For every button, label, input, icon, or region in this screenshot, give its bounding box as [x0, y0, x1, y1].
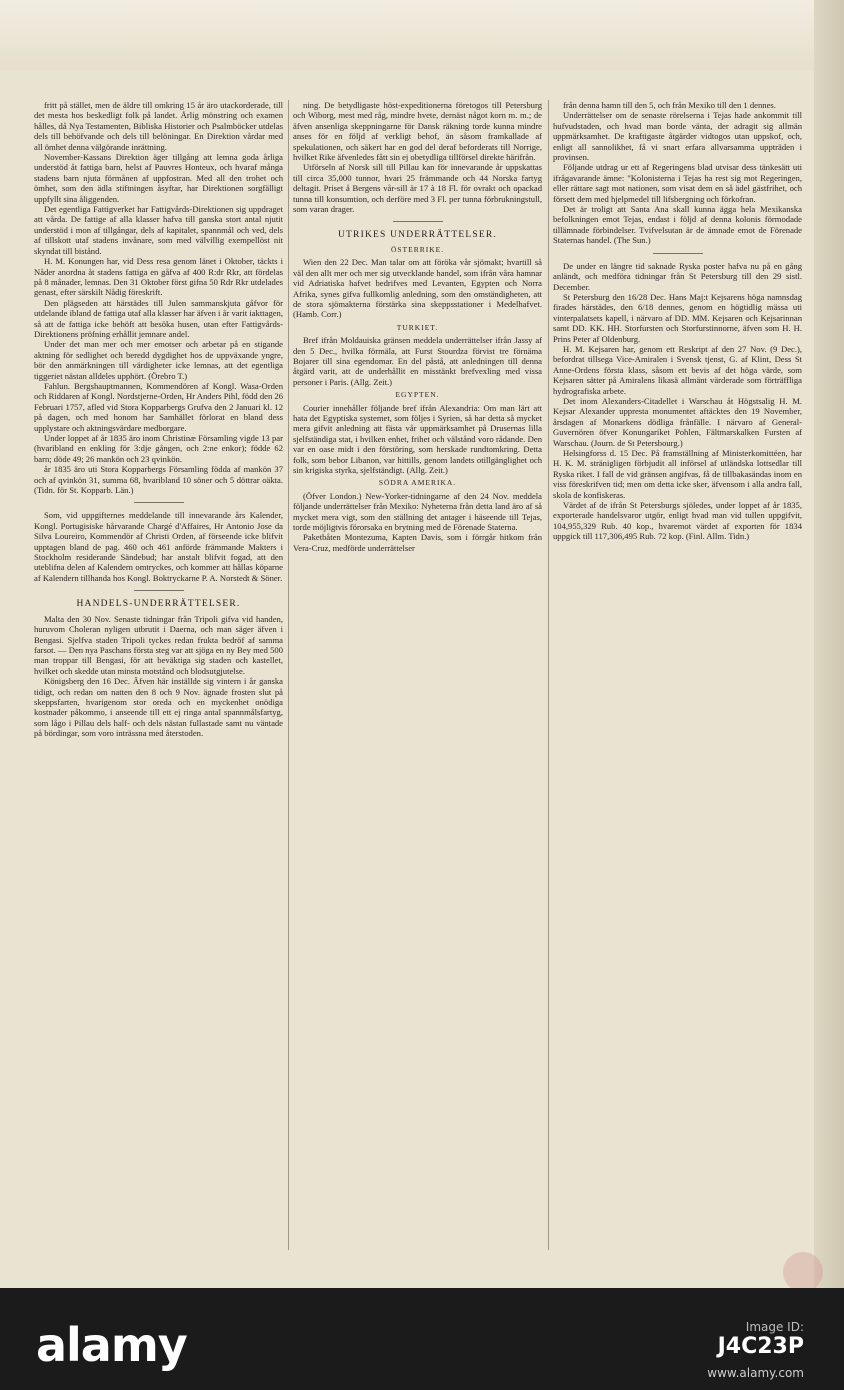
column-3 [553, 100, 802, 1250]
paragraph: De under en längre tid saknade Ryska poster hafva nu på en gång anländt, och medföra tidningar från St Petersburg till den 29 sistl. December. [553, 260, 802, 292]
paragraph: November-Kassans Direktion äger tillgång att lemna goda årliga understöd åt fattiga barn, helst af Pauvres Honteux, och hvaraf många stadens barn njuta förmånen af uppfostran. Med all den trohet och ömhet, som den ädla stiftningen åsyftar, har Direktionen sorgfälligt uppfyllt sina åliggenden. [34, 152, 283, 204]
paragraph: Underrättelser om de senaste rörelserna i Tejas hade ankommit till hufvudstaden, och hvad man borde vänta, der adragit sig allmän uppmärksamhet. De kraftigaste åtgärder vidtogos utan uppskof, och, enligt all sannolikhet, få vi snart erfara allvarsamma uppträden i provinsen. [553, 110, 802, 163]
paragraph: Som, vid uppgifternes meddelande till innevarande års Kalender, Kongl. Portugisiske hårvarande Chargé d'Affaires, Hr Antonio Jose da Silva Loureiro, Kommendör af Christi Orden, af förseende icke blifvit upptagen bland de pag. 460 och 461 anförde främmande Makters i Stockholm residerande Sändebud; har anstalt blifvit fogad, att den uteblifna delen af Kalendern omtryckes, och kommer att hållas köparne af Kalendern tillhanda hos Kongl. Boktryckarne P. A. Norstedt & Söner. [34, 510, 283, 583]
image-id-block [718, 1320, 804, 1359]
subheading-egypt: EGYPTEN. [395, 390, 440, 400]
paragraph: Bref ifrån Moldauiska gränsen meddela underrättelser ifrån Jassy af den 5 Dec., hvilka förmäla, att Furst Stourdza förvist tre förnäma Bojarer till sina egendomar. En del påstå, att anledningen till denna åtgärd varit, att de underhållit en misstänkt brefvexling med vissa personer i Paris. (Allg. Zeit.) [293, 335, 542, 387]
image-id-value: J4C23P [717, 1334, 804, 1359]
paragraph: Det inom Alexanders-Citadellet i Warschau åt Högstsalig H. M. Kejsar Alexander uppresta monumentet aftäcktes den 19 November, årsdagen af Monarkens dödliga frånfälle. I närvaro af General-Guvernören öfver Konungariket Pohlen, Fältmarskalken Fursten af Warschau. (Journ. de St Petersbourg.) [553, 395, 802, 448]
subheading-turkey: TURKIET. [396, 322, 439, 332]
paragraph: Courier innehåller följande bref ifrån Alexandria: Om man lärt att hata det Egyptiska systemet, som följes i Syrien, så har detta så mycket mera gifvit anledning att fästa vår uppmärksamhet på Drusernas lilla sjelfständiga stat, i hvilken enhet, frihet och välstånd voro rådande. Den var en oase midt i den förstöring, som herskade rundtomkring. Detta folk, som bebor Libanon, var hittills, genom landets otillgänglighet och sin krigiska styrka, sjelfständigt. (Allg. Zeit.) [293, 402, 542, 475]
paragraph: H. M. Kejsaren har, genom ett Reskript af den 27 Nov. (9 Dec.), befordrat tillsega Vice-Amiralen i Svensk tjenst, G. af Klint, Dess St Anne-Ordens första klass, såsom ett bevis af det höga värde, som Kejsaren sätter på Amiralens likasä allmänt värderade som förträffliga hydrografiska arbete. [553, 343, 802, 396]
alamy-logo: alamy [36, 1318, 187, 1372]
page-edge [814, 0, 844, 1288]
paragraph: Paketbåten Montezuma, Kapten Davis, som i förrgår hitkom från Vera-Cruz, medförde underrättelser [293, 532, 542, 553]
paragraph: Följande utdrag ur ett af Regeringens blad utvisar dess tänkesätt uti ifrågavarande ämne: "Kolonisterna i Tejas ha rest sig mot Regeringen, eller rättare sagt mot nationen, som visat dem en så ädel gästfrihet, och försett dem med hjelpmedel till lifsbergning och förkofran. [553, 162, 802, 204]
paragraph: Värdet af de ifrån St Petersburgs sjöledes, under loppet af år 1835, exporterade handelsvaror utgör, enligt hvad man vid tullen uppgifvit, 104,955,329 Rub. 40 kop., hvaremot värdet af exporten för 1834 uppgick till 117,306,495 Rub. 72 kop. (Finl. Allm. Tidn.) [553, 500, 802, 542]
separator [653, 253, 703, 254]
paragraph: Under det man mer och mer emotser och arbetar på en stigande aktning för sedlighet och beredd dygdighet hos de uppväxande yngre, bör den anmärkningen till värdigheter icke lemnas, att det egentliga tiggeriet nästan alldeles upphört. (Örebro T.) [34, 339, 283, 381]
paragraph: ning. De betydligaste höst-expeditionerna företogos till Petersburg och Wiborg, mest med råg, mindre hvete, dernäst något korn m. m.; de äfven ansenliga skeppningarne för Dansk räkning torde kunna mindre anses för en följd af verkligt behof, än såsom framkallade af spekulationen, och säkert har en god del deraf beforderats till Norrige, hvilket Rike äfvenledes fått sin ej obetydliga tillförsel direkte härifrån. [293, 100, 542, 163]
section-heading-foreign: UTRIKES UNDERRÄTTELSER. [337, 230, 497, 241]
column-rule [548, 100, 549, 1250]
paragraph: från denna hamn till den 5, och från Mexiko till den 1 dennes. [563, 100, 776, 110]
library-stamp [783, 1252, 823, 1288]
paragraph: fritt på stället, men de äldre till omkring 15 år äro utackorderade, till det mesta hos beskedligt folk på landet. Årlig mönstring och examen hålles, då Nya Testamenten, Bibliska Historier och Psalmböcker utdelas dels till behöfvande och dels till belöningar. En Direktion vårdar med all ömhet denna välgörande inrättning. [34, 100, 283, 152]
separator [134, 502, 184, 503]
column-rule [288, 100, 289, 1250]
subheading-austria: ÖSTERRIKE. [390, 244, 445, 254]
separator [134, 590, 184, 591]
paragraph: Wien den 22 Dec. Man talar om att förökа vår sjömakt; hvartill så väl den allt mer och mer sig utvecklande handel, som ifrån våra hamnar vid Adriatiska hafvet bedrifves med Levanten, Egypten och Norra Afrika, synes gifva fullkomlig anledning, som den omständigheten, att de stora sjömakterna förstärka sina skeppsstationer i Medelhafvet. (Hamb. Corr.) [293, 257, 542, 320]
paragraph: Den plägseden att härstädes till Julen sammanskjuta gåfvor för utdelande ibland de fattiga utaf alla klasser har äfven i år varit iakttagen, så att de fattiga icke behöft att besöka husen, utan efter Fattigvårds-Direktionens pröfning erhållit jemnare andel. [34, 297, 283, 339]
paragraph: Königsberg den 16 Dec. Äfven här inställde sig vintern i år ganska tidigt, och redan om natten den 8 och 9 Nov. ägnade frosten slut på skeppsfarten, hvarigenom stor oreda och en myckenhet onödiga kostnader påkommo, i anseende till ett ej ringa antal spannmålsfartyg, som lågo i Pillau dels half- och dels nästan fullastade samt nu väntade på bördingar, som voro inträssna med återstoden. [34, 676, 283, 739]
watermark-site: www.alamy.com [707, 1366, 804, 1380]
paragraph: (Öfver London.) New-Yorker-tidningarne af den 24 Nov. meddela följande underrättelser från Mexiko: Nyheterna från detta land äro af så mycket mera vigt, som den ställning det antager i häseende till Tejas, torde möjligtvis förorsaka en brytning med de Förenade Staterna. [293, 490, 542, 533]
column-1 [34, 100, 283, 1250]
paragraph: Under loppet af år 1835 äro inom Christinæ Församling vigde 13 par (hvaribland en enkling för 3:dje gången, och 2:ne enkor); födde 62 barn; döde 49; 26 mankön och 23 qvinkön. [34, 433, 283, 464]
column-2 [293, 100, 542, 1250]
paragraph: Det egentliga Fattigverket har Fattigvårds-Direktionen sig uppdraget att vårda. De fattige af alla klasser hafva till ganska stort antal njutit understöd i mon af tillgångar, dels af kapitalet, spannmål och ved, dels af tillskott utaf stadens invånare, som med välvillig exempellöst nit skyndat till bistånd. [34, 204, 283, 256]
paragraph: St Petersburg den 16/28 Dec. Hans Maj:t Kejsarens höga namnsdag firades härstädes, den 6/18 dennes, genom en högtidlig mässa uti vinterpalatsets kapell, i närvaro af DD. MM. Kejsaren och Kejsarinnan samt DD. KK. HH. Storfursten och Storfurstinnorne, äfven som H. H. Prins Peter af Oldenburg. [553, 291, 802, 344]
separator [393, 221, 443, 222]
paragraph: Malta den 30 Nov. Senaste tidningar från Tripoli gifva vid handen, huruvom Choleran nyligen utbrutit i Daerna, och man säger äfven i Bengasi. Sjelfva staden Tripoli tyckes redan frukta bedröf af samma farsot. — Den nya Paschans första steg var att sjöga en ny Bey med 500 man troppar till Bengasi, för att beväktiga sig staden och kastellet, hvilket och skedde utan minsta motstånd och blodsutgjutelse. [34, 613, 283, 676]
paragraph: Helsingforss d. 15 Dec. På framställning af Ministerkomittéen, har H. K. M. stränigligen förbjudit all införsel af utländska lottsedlar till Ryska riket. I fall de vid gränsen angifvas, få de tillbakasändas inom en viss föreskrifven tid; men om detta icke sker, äfvensom i alla andra fall, skola de konfiskeras. [553, 448, 802, 500]
page-fold [0, 0, 844, 70]
section-heading-trade: HANDELS-UNDERRÄTTELSER. [76, 599, 241, 610]
paragraph: Det är troligt att Santa Ana skall kunna ägga hela Mexikanska befolkningen emot Tejas, endast i följd af denna kolonis förmodade tillämnade förbindelser. Tvifvelsutan är de ämnade emot de Förenade Staternas handel. (The Sun.) [553, 204, 802, 246]
image-id-label: Image ID: [745, 1320, 804, 1334]
paragraph: Utförseln af Norsk sill till Pillau kan för innevarande år uppskattas till circa 35,000 tunnor, hvari 25 främmande och 44 Norska fartyg deltagit. Priset å Bergens vår-sill är 17 à 18 Fl. för ovrakt och opackad tunna till konsumtion, och derföre med 3 Fl. per tunna förbrukningstull, som varan drager. [293, 162, 542, 215]
paragraph: år 1835 äro uti Stora Kopparbergs Församling födda af mankön 37 och af qvinkön 31, summa 68, hvaribland 10 söner och 5 döttrar oäkta. (Tidn. för St. Kopparb. Län.) [34, 464, 283, 496]
paragraph: H. M. Konungen har, vid Dess resa genom länet i Oktober, täckts i Nåder anordna åt stadens fattiga en gåfva af 400 R:dr Rkr, att fördelas på 8 månader, lemnas. Den 31 Oktober först gifna 50 Rdr Rkr utdelades genast, efter särskilt Nådig föreskrift. [34, 256, 283, 298]
subheading-south-america: SÖDRA AMERIKA. [378, 478, 457, 488]
paragraph: Fahlun. Bergshauptmannen, Kommendören af Kongl. Wasa-Orden och Riddaren af Kongl. Nordstjerne-Orden, Hr Anders Pihl, född den 26 Februari 1757, afled vid Stora Kopparbergs Grufva den 2 Januari kl. 12 på dagen, och med honom har Samhället förlorat en bland dess upplystare och aktningsvärdare medborgare. [34, 380, 283, 433]
